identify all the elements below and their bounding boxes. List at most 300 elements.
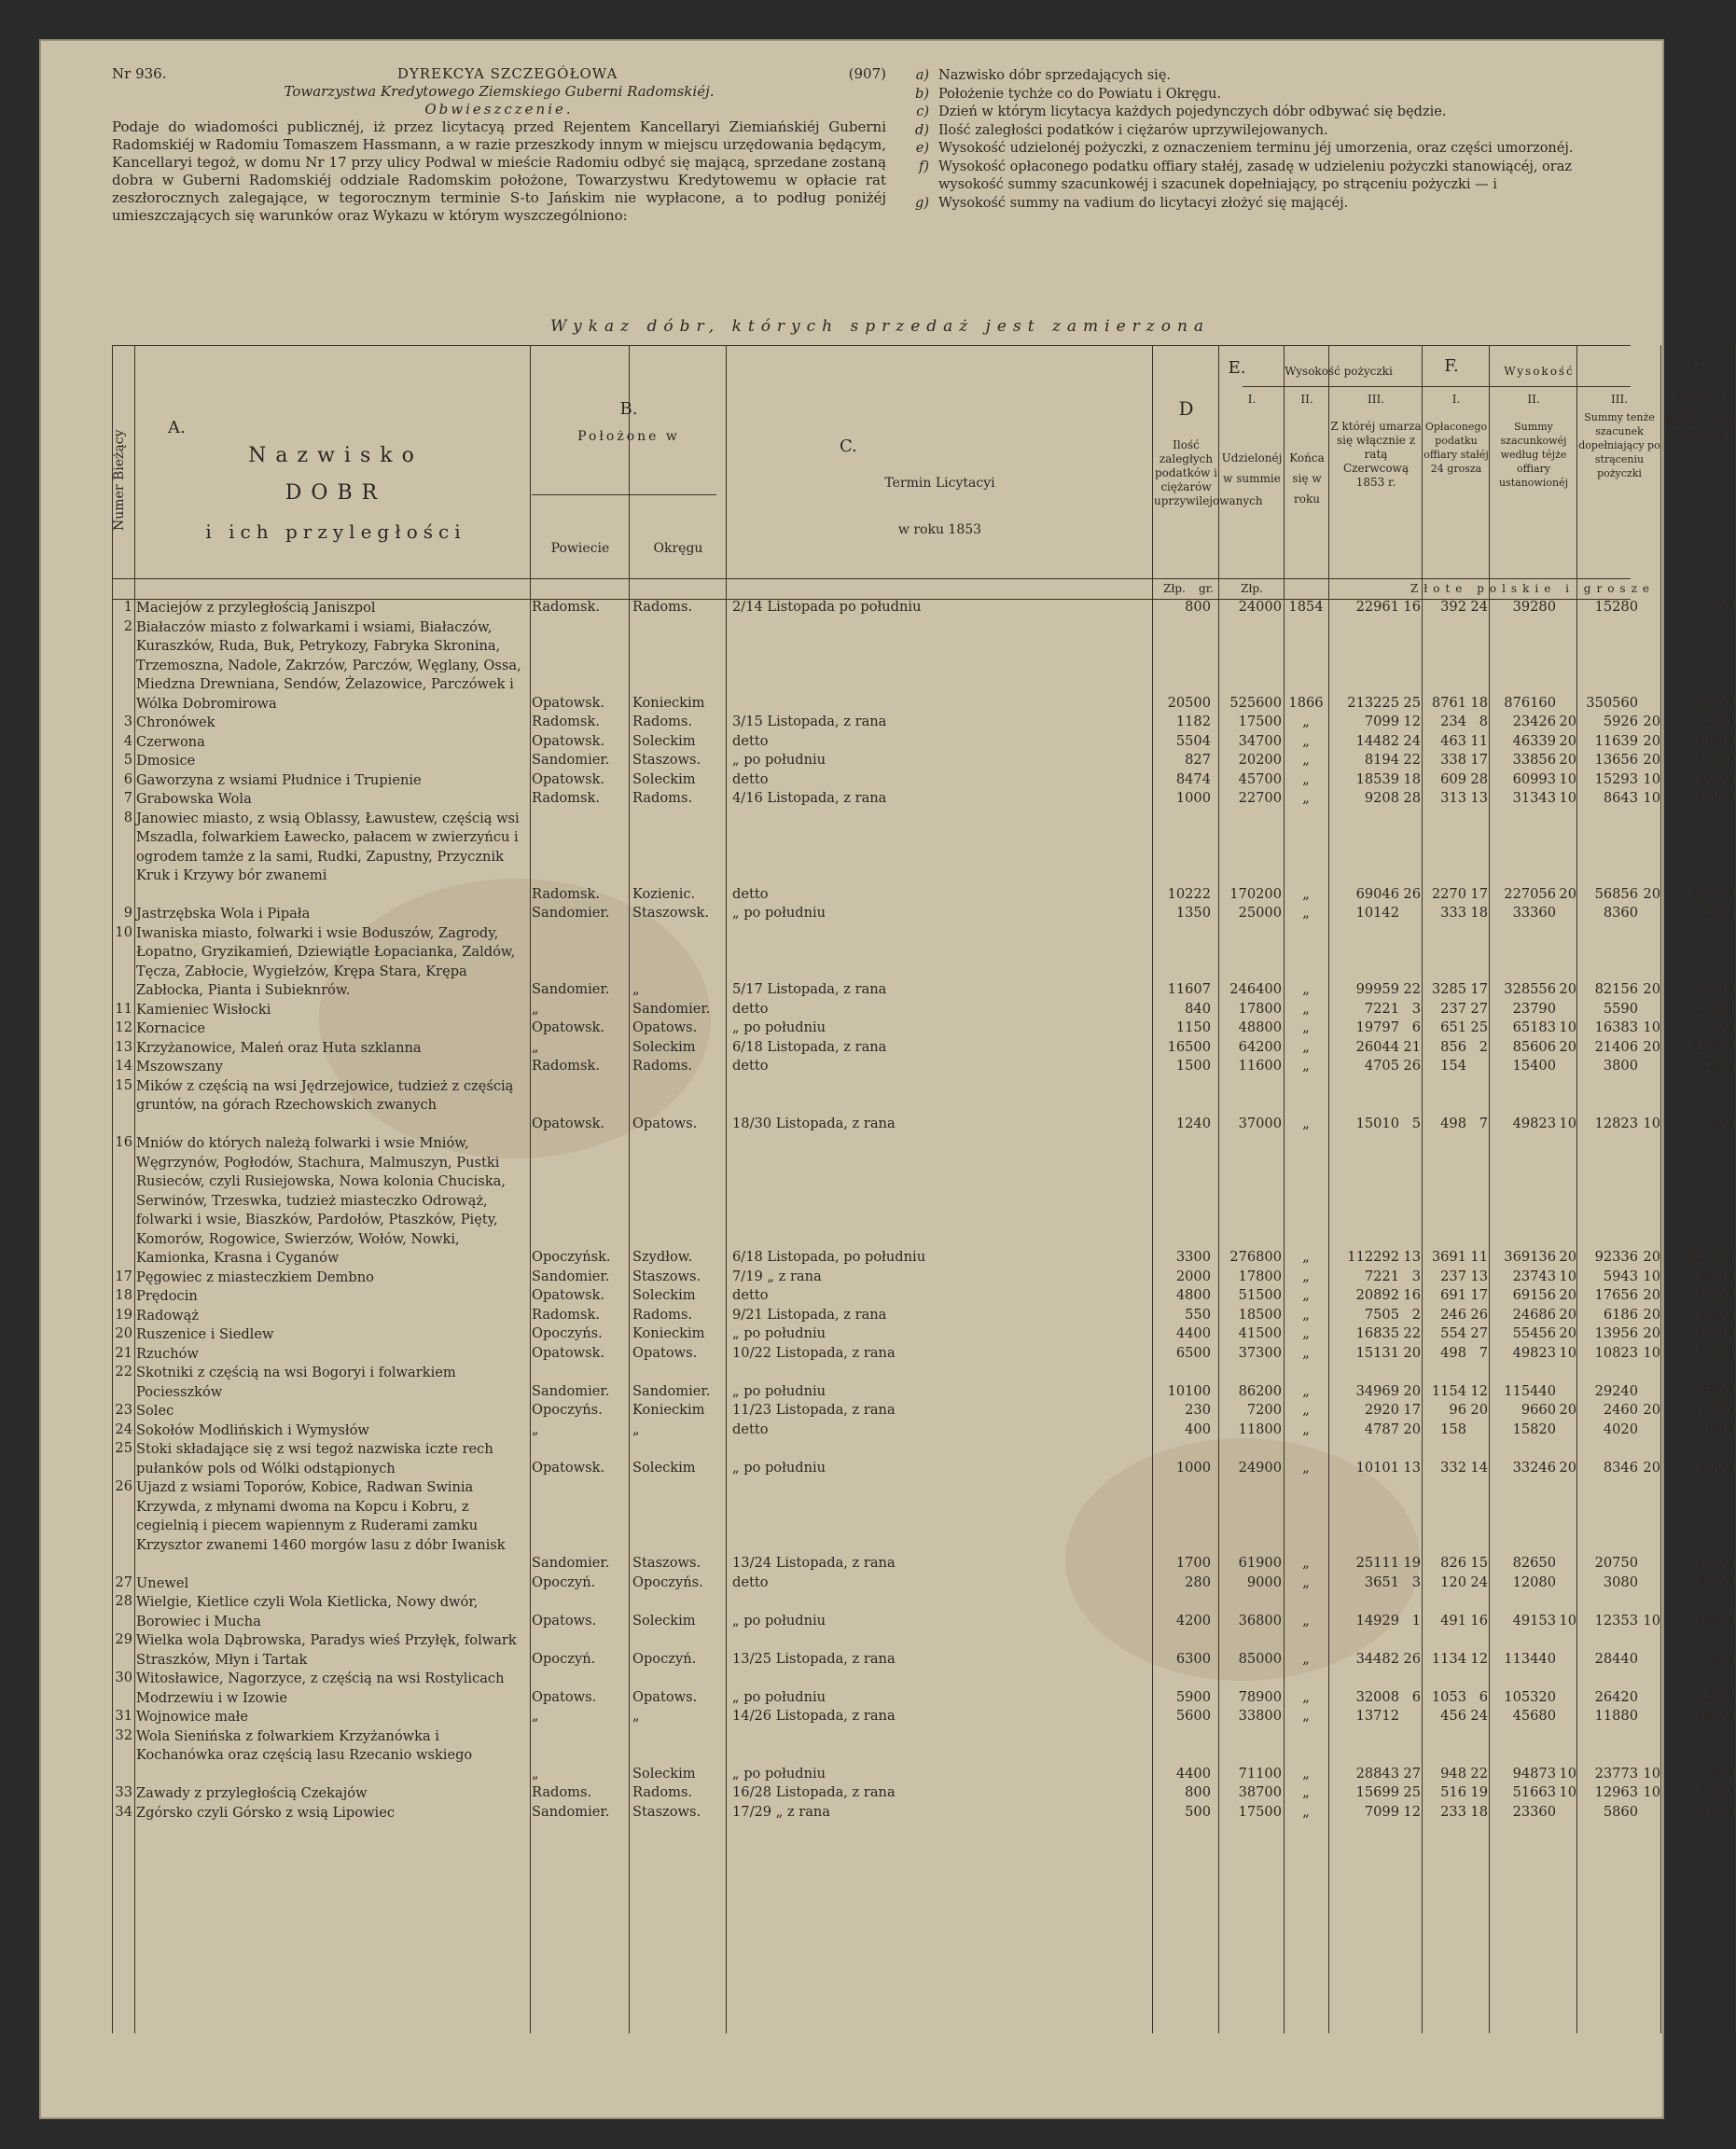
cell-p: Radomsk. bbox=[532, 1058, 600, 1074]
cell-f1g: 7 bbox=[1479, 1344, 1488, 1361]
cell-e1: 24900 bbox=[1238, 1459, 1282, 1476]
cell-e3: 15010 bbox=[1355, 1115, 1399, 1131]
cell-e3g: 19 bbox=[1403, 1555, 1421, 1571]
cell-e3: 7099 bbox=[1364, 714, 1399, 729]
cell-e3: 22961 bbox=[1355, 599, 1399, 615]
table-row bbox=[112, 770, 1733, 791]
cell-g: 23500 bbox=[1689, 1038, 1733, 1055]
cell-d: 280 bbox=[1185, 1574, 1211, 1590]
cell-f3g: 10 bbox=[1643, 1019, 1660, 1035]
cell-e3: 3651 bbox=[1364, 1574, 1399, 1590]
cell-t: 9/21 Listopada, z rana bbox=[732, 1306, 887, 1323]
cell-e3: 19797 bbox=[1355, 1019, 1399, 1035]
cell-f3: 12963 bbox=[1594, 1784, 1638, 1800]
cell-a: Ruszenice i Siedlew bbox=[136, 1326, 274, 1342]
cell-f1: 651 bbox=[1440, 1019, 1466, 1035]
cell-t: „ po południu bbox=[732, 1765, 826, 1782]
cell-p: Sandomier. bbox=[532, 981, 610, 997]
cell-a: Unewel bbox=[136, 1574, 189, 1591]
cell-o: Sandomier. bbox=[632, 1382, 711, 1399]
cell-e1: 51500 bbox=[1238, 1287, 1282, 1303]
cell-p: „ bbox=[532, 1765, 539, 1782]
cell-f3: 3080 bbox=[1603, 1574, 1638, 1590]
cell-f2: 51663 bbox=[1512, 1784, 1556, 1800]
cell-f3: 10823 bbox=[1594, 1344, 1638, 1361]
cell-f3g: 10 bbox=[1643, 1344, 1660, 1361]
legend-item: c) Dzień w którym licytacya każdych pojedynczych dóbr odbywać się będzie. bbox=[916, 104, 1447, 119]
cell-e3: 26044 bbox=[1355, 1038, 1399, 1055]
cell-e1: 9000 bbox=[1246, 1574, 1282, 1590]
cell-f1g: 14 bbox=[1470, 1459, 1488, 1476]
cell-f2: 33246 bbox=[1512, 1459, 1556, 1476]
cell-f1: 826 bbox=[1440, 1555, 1466, 1571]
cell-f3: 28440 bbox=[1594, 1650, 1638, 1667]
cell-f1: 1134 bbox=[1431, 1650, 1466, 1667]
cell-f2g: 20 bbox=[1559, 1402, 1576, 1418]
cell-e3: 28843 bbox=[1355, 1765, 1399, 1782]
cell-p: „ bbox=[532, 1038, 539, 1055]
cell-e2: 1866 bbox=[1288, 694, 1324, 711]
cell-d: 1700 bbox=[1175, 1555, 1211, 1571]
cell-e3g: 12 bbox=[1403, 1803, 1421, 1820]
cell-g: 28500 bbox=[1689, 981, 1733, 997]
cell-t: 13/25 Listopada, z rana bbox=[732, 1650, 896, 1667]
cell-a: Jastrzębska Wola i Pipała bbox=[136, 906, 311, 922]
col-e-letter: E. bbox=[1228, 358, 1246, 378]
cell-f2: 45680 bbox=[1512, 1708, 1556, 1724]
cell-t: detto bbox=[732, 885, 769, 902]
cell-g: 1400 bbox=[1698, 1574, 1733, 1590]
cell-f2: 12080 bbox=[1512, 1574, 1556, 1590]
cell-d: 1500 bbox=[1175, 1058, 1211, 1074]
cell-n: 7 bbox=[123, 790, 132, 806]
cell-a: Wielgie, Kietlice czyli Wola Kietlicka, Nowy dwór, Borowiec i Mucha bbox=[136, 1594, 479, 1629]
cell-p: Opatows. bbox=[532, 1612, 597, 1629]
cell-d: 6300 bbox=[1175, 1650, 1211, 1667]
cell-e2: „ bbox=[1302, 1115, 1310, 1131]
cell-f3: 23773 bbox=[1594, 1765, 1638, 1782]
cell-f2g: 10 bbox=[1559, 790, 1576, 806]
cell-e1: 64200 bbox=[1238, 1038, 1282, 1055]
directorate-title: DYREKCYA SZCZEGÓŁOWA bbox=[396, 65, 618, 82]
cell-f2: 85606 bbox=[1512, 1038, 1556, 1055]
cell-e1: 38700 bbox=[1238, 1784, 1282, 1800]
cell-e2: „ bbox=[1302, 1803, 1310, 1820]
cell-f2g: 10 bbox=[1559, 1268, 1576, 1284]
cell-e2: „ bbox=[1302, 1574, 1310, 1590]
cell-t: 16/28 Listopada, z rana bbox=[732, 1784, 896, 1800]
cell-f2g: 20 bbox=[1559, 1325, 1576, 1341]
cell-f1: 333 bbox=[1440, 905, 1466, 921]
notice-title: Obwieszczenie. bbox=[424, 101, 574, 118]
col-d-letter: D bbox=[1178, 397, 1194, 420]
cell-e3g: 6 bbox=[1411, 1688, 1421, 1705]
cell-e2: „ bbox=[1302, 1402, 1310, 1418]
cell-g: 56000 bbox=[1689, 694, 1733, 711]
cell-p: Opoczyń. bbox=[532, 1574, 596, 1590]
numer-header: Numer Bieżący bbox=[112, 429, 127, 532]
cell-e3g: 2 bbox=[1411, 1306, 1421, 1323]
cell-f2g: 10 bbox=[1559, 770, 1576, 787]
cell-p: Sandomier. bbox=[532, 1382, 610, 1399]
cell-d: 4400 bbox=[1175, 1325, 1211, 1341]
cell-f3: 6186 bbox=[1603, 1306, 1638, 1323]
cell-g: 6000 bbox=[1698, 752, 1733, 768]
cell-n: 11 bbox=[115, 1000, 132, 1017]
cell-f3g: 20 bbox=[1643, 1038, 1660, 1055]
cell-f3: 13656 bbox=[1594, 752, 1638, 768]
cell-e2: „ bbox=[1302, 1421, 1310, 1437]
col-e3-text: Z któréj umarza się włącznie z ratą Czerwcową 1853 r. bbox=[1330, 420, 1422, 489]
cell-a: Grabowska Wola bbox=[136, 791, 252, 807]
cell-e1: 170200 bbox=[1229, 885, 1282, 902]
cell-f2: 24686 bbox=[1512, 1306, 1556, 1323]
estates-table bbox=[112, 345, 1733, 2033]
cell-f1g: 16 bbox=[1470, 1612, 1488, 1629]
cell-f1g: 26 bbox=[1470, 1306, 1488, 1323]
cell-f1g: 8 bbox=[1479, 714, 1488, 729]
col-d-text: Ilość zaległych podatków i ciężarów uprzywilejowanych bbox=[1154, 438, 1263, 507]
cell-e1: 246400 bbox=[1229, 981, 1282, 997]
cell-e1: 36800 bbox=[1238, 1612, 1282, 1629]
cell-f1g: 12 bbox=[1470, 1382, 1488, 1399]
cell-e3g: 28 bbox=[1403, 790, 1421, 806]
cell-f3: 15280 bbox=[1594, 599, 1638, 615]
col-b-powiat: Powiecie bbox=[550, 541, 610, 556]
cell-d: 500 bbox=[1185, 1803, 1211, 1820]
cell-e1: 25000 bbox=[1238, 905, 1282, 921]
cell-f3: 15293 bbox=[1594, 770, 1638, 787]
cell-f3g: 20 bbox=[1643, 1249, 1660, 1265]
b-subheader-line bbox=[532, 494, 716, 495]
cell-f1: 1053 bbox=[1431, 1688, 1466, 1705]
cell-d: 16500 bbox=[1167, 1038, 1211, 1055]
cell-a: Zawady z przyległością Czekajów bbox=[136, 1785, 368, 1801]
cell-n: 22 bbox=[115, 1364, 132, 1380]
col-f-title: Wysokość bbox=[1504, 365, 1575, 378]
cell-t: detto bbox=[732, 1574, 769, 1590]
cell-p: Sandomier. bbox=[532, 1803, 610, 1820]
cell-f3: 11639 bbox=[1594, 732, 1638, 749]
cell-o: Radoms. bbox=[632, 1306, 693, 1323]
cell-n: 21 bbox=[115, 1344, 132, 1361]
cell-f2g: 10 bbox=[1559, 1019, 1576, 1035]
cell-o: Radoms. bbox=[632, 714, 693, 729]
cell-e2: „ bbox=[1302, 1784, 1310, 1800]
cell-g: 10800 bbox=[1689, 1344, 1733, 1361]
cell-e2: „ bbox=[1302, 1249, 1310, 1265]
cell-e1: 48800 bbox=[1238, 1019, 1282, 1035]
table-row bbox=[112, 1631, 1733, 1670]
cell-p: Opatowsk. bbox=[532, 1287, 605, 1303]
cell-n: 29 bbox=[115, 1631, 132, 1647]
cell-d: 230 bbox=[1185, 1402, 1211, 1418]
cell-a: Sokołów Modlińskich i Wymysłów bbox=[136, 1421, 369, 1438]
cell-o: Konieckim bbox=[632, 1325, 705, 1341]
cell-p: Opoczyńsk. bbox=[532, 1249, 611, 1265]
table-row bbox=[112, 1593, 1733, 1631]
cell-e2: „ bbox=[1302, 1287, 1310, 1303]
cell-a: Kamieniec Wisłocki bbox=[136, 1001, 271, 1018]
cell-e2: „ bbox=[1302, 1325, 1310, 1341]
cell-g: 6000 bbox=[1698, 790, 1733, 806]
cell-f1: 233 bbox=[1440, 1803, 1466, 1820]
cell-p: Opatowsk. bbox=[532, 770, 605, 787]
cell-f2: 31343 bbox=[1512, 790, 1556, 806]
cell-o: Opoczyń. bbox=[632, 1650, 697, 1667]
cell-f2: 369136 bbox=[1504, 1249, 1556, 1265]
cell-a: Rzuchów bbox=[136, 1345, 199, 1362]
cell-e3: 7221 bbox=[1364, 1000, 1399, 1017]
cell-t: 3/15 Listopada, z rana bbox=[732, 714, 887, 729]
cell-f1: 237 bbox=[1440, 1000, 1466, 1017]
cell-f1: 237 bbox=[1440, 1268, 1466, 1284]
col-e2: II. bbox=[1300, 393, 1313, 406]
cell-g: 16300 bbox=[1689, 1382, 1733, 1399]
cell-a: Pęgowiec z miasteczkiem Dembno bbox=[136, 1269, 374, 1285]
table-row bbox=[112, 1268, 1733, 1288]
cell-n: 33 bbox=[115, 1784, 132, 1800]
legend-item: d) Ilość zaległości podatków i ciężarów uprzywilejowanych. bbox=[915, 122, 1328, 138]
cell-e1: 85000 bbox=[1238, 1650, 1282, 1667]
cell-f3g: 10 bbox=[1643, 790, 1660, 806]
cell-o: Staszows. bbox=[632, 1268, 701, 1284]
cell-e2: „ bbox=[1302, 905, 1310, 921]
cell-e3: 2920 bbox=[1364, 1402, 1399, 1418]
cell-f3g: 10 bbox=[1643, 1765, 1660, 1782]
cell-f3: 8360 bbox=[1603, 905, 1638, 921]
cell-f1: 392 bbox=[1440, 599, 1466, 615]
cell-f3: 5943 bbox=[1603, 1268, 1638, 1284]
cell-o: „ bbox=[632, 1708, 640, 1724]
cell-e1: 24000 bbox=[1238, 599, 1282, 615]
cell-e2: „ bbox=[1302, 1765, 1310, 1782]
cell-f1: 96 bbox=[1449, 1402, 1466, 1418]
cell-f2: 23426 bbox=[1512, 714, 1556, 729]
cell-f1: 554 bbox=[1440, 1325, 1466, 1341]
cell-e2: „ bbox=[1302, 1612, 1310, 1629]
cell-p: Opatowsk. bbox=[532, 1019, 605, 1035]
cell-e3: 16835 bbox=[1355, 1325, 1399, 1341]
cell-p: Radomsk. bbox=[532, 885, 600, 902]
cell-f1g: 11 bbox=[1470, 1249, 1488, 1265]
cell-t: detto bbox=[732, 770, 769, 787]
table-row bbox=[112, 790, 1733, 810]
legend-item: g) Wysokość summy na vadium do licytacyi złożyć się mającéj. bbox=[915, 195, 1349, 211]
cell-o: Soleckim bbox=[632, 1765, 696, 1782]
cell-t: 6/18 Listopada, po południu bbox=[732, 1249, 926, 1265]
cell-o: Opatows. bbox=[632, 1688, 698, 1705]
table-row bbox=[112, 599, 1733, 618]
cell-e2: „ bbox=[1302, 885, 1310, 902]
cell-e3: 25111 bbox=[1355, 1555, 1399, 1571]
legend-list bbox=[905, 67, 1614, 213]
cell-f2g: 10 bbox=[1559, 1612, 1576, 1629]
cell-f2: 23360 bbox=[1512, 1803, 1556, 1820]
cell-f2: 15400 bbox=[1512, 1058, 1556, 1074]
cell-f1g: 20 bbox=[1470, 1402, 1488, 1418]
cell-e3g: 3 bbox=[1411, 1574, 1421, 1590]
cell-f2: 113440 bbox=[1504, 1650, 1556, 1667]
cell-f2g: 10 bbox=[1559, 1784, 1576, 1800]
cell-f3g: 20 bbox=[1643, 752, 1660, 768]
table-row bbox=[112, 1784, 1733, 1804]
cell-f2g: 20 bbox=[1559, 885, 1576, 902]
cell-f2: 876160 bbox=[1504, 694, 1556, 711]
cell-e3: 8194 bbox=[1364, 752, 1399, 768]
cell-a: Wola Sienińska z folwarkiem Krzyżanówka i Kochanówka oraz częścią lasu Rzecanio wskiego bbox=[136, 1727, 473, 1763]
cell-f1: 2270 bbox=[1431, 885, 1466, 902]
cell-p: „ bbox=[532, 1708, 539, 1724]
col-e2-text: Końca się w roku bbox=[1289, 451, 1325, 506]
cell-t: „ po południu bbox=[732, 905, 826, 921]
cell-f1g: 19 bbox=[1470, 1784, 1488, 1800]
cell-e2: „ bbox=[1302, 1344, 1310, 1361]
cell-n: 31 bbox=[115, 1708, 132, 1724]
cell-p: Radomsk. bbox=[532, 599, 600, 615]
cell-g: 1950 bbox=[1698, 1402, 1733, 1418]
cell-e3: 7505 bbox=[1364, 1306, 1399, 1323]
cell-g: 6400 bbox=[1698, 1555, 1733, 1571]
cell-o: Radoms. bbox=[632, 1058, 693, 1074]
cell-f1: 498 bbox=[1440, 1115, 1466, 1131]
table-row bbox=[112, 752, 1733, 771]
cell-e1: 45700 bbox=[1238, 770, 1282, 787]
cell-o: Opatows. bbox=[632, 1115, 698, 1131]
table-row bbox=[112, 1421, 1733, 1441]
cell-f1g: 6 bbox=[1479, 1688, 1488, 1705]
cell-g: 10000 bbox=[1689, 732, 1733, 749]
cell-g: 42000 bbox=[1689, 1249, 1733, 1265]
notice-code: (907) bbox=[848, 65, 886, 82]
cell-o: Szydłow. bbox=[632, 1249, 693, 1265]
cell-a: Prędocin bbox=[136, 1288, 198, 1304]
cell-o: Opatows. bbox=[632, 1344, 698, 1361]
cell-e3g: 1 bbox=[1411, 1612, 1421, 1629]
cell-o: Staszows. bbox=[632, 752, 701, 768]
cell-f3: 26420 bbox=[1594, 1688, 1638, 1705]
cell-f1: 8761 bbox=[1431, 694, 1466, 711]
cell-t: „ po południu bbox=[732, 1459, 826, 1476]
cell-f2g: 20 bbox=[1559, 1038, 1576, 1055]
cell-f3g: 20 bbox=[1643, 1459, 1660, 1476]
cell-g: 9600 bbox=[1698, 1708, 1733, 1724]
cell-n: 16 bbox=[115, 1134, 132, 1150]
cell-a: Radowąż bbox=[136, 1307, 200, 1324]
cell-n: 27 bbox=[115, 1574, 132, 1590]
cell-f1g: 2 bbox=[1479, 1038, 1488, 1055]
cell-t: „ po południu bbox=[732, 1688, 826, 1705]
table-row bbox=[112, 1574, 1733, 1594]
cell-t: detto bbox=[732, 1287, 769, 1303]
cell-e2: „ bbox=[1302, 770, 1310, 787]
cell-n: 15 bbox=[115, 1076, 132, 1093]
cell-n: 25 bbox=[115, 1440, 132, 1456]
cell-t: 6/18 Listopada, z rana bbox=[732, 1038, 887, 1055]
cell-d: 4800 bbox=[1175, 1287, 1211, 1303]
cell-f1: 3691 bbox=[1431, 1249, 1466, 1265]
cell-t: 10/22 Listopada, z rana bbox=[732, 1344, 896, 1361]
cell-d: 5900 bbox=[1175, 1688, 1211, 1705]
cell-t: „ po południu bbox=[732, 1612, 826, 1629]
table-row bbox=[112, 1306, 1733, 1326]
cell-a: Krzyżanowice, Maleń oraz Huta szklanna bbox=[136, 1039, 422, 1056]
cell-f2: 46339 bbox=[1512, 732, 1556, 749]
cell-t: 4/16 Listopada, z rana bbox=[732, 790, 887, 806]
cell-e3g: 5 bbox=[1411, 1115, 1421, 1131]
cell-f2g: 20 bbox=[1559, 732, 1576, 749]
col-f3: III. bbox=[1610, 393, 1629, 406]
cell-f1g: 7 bbox=[1479, 1115, 1488, 1131]
table-row bbox=[112, 1726, 1733, 1785]
table-row bbox=[112, 1478, 1733, 1574]
cell-f2: 33360 bbox=[1512, 905, 1556, 921]
cell-f1: 491 bbox=[1440, 1612, 1466, 1629]
cell-e3g: 16 bbox=[1403, 1287, 1421, 1303]
cell-n: 10 bbox=[115, 923, 132, 940]
col-d-zl: Złp. bbox=[1163, 582, 1186, 595]
cell-f2: 55456 bbox=[1512, 1325, 1556, 1341]
cell-e3g: 3 bbox=[1411, 1000, 1421, 1017]
cell-a: Mszowszany bbox=[136, 1059, 223, 1074]
col-d-gr: gr. bbox=[1199, 582, 1214, 595]
cell-f3: 8643 bbox=[1603, 790, 1638, 806]
cell-g: 12400 bbox=[1689, 1765, 1733, 1782]
cell-n: 4 bbox=[123, 732, 132, 749]
cell-f2g: 20 bbox=[1559, 981, 1576, 997]
cell-e3: 13712 bbox=[1355, 1708, 1399, 1724]
cell-f2g: 10 bbox=[1559, 1115, 1576, 1131]
cell-f2: 23743 bbox=[1512, 1268, 1556, 1284]
cell-e3g: 26 bbox=[1403, 1650, 1421, 1667]
cell-p: „ bbox=[532, 1000, 539, 1017]
cell-e2: „ bbox=[1302, 732, 1310, 749]
cell-d: 840 bbox=[1185, 1000, 1211, 1017]
cell-f1: 338 bbox=[1440, 752, 1466, 768]
cell-e3g: 20 bbox=[1403, 1421, 1421, 1437]
cell-e1: 17800 bbox=[1238, 1268, 1282, 1284]
cell-f3g: 20 bbox=[1643, 1306, 1660, 1323]
cell-f1g: 17 bbox=[1470, 981, 1488, 997]
cell-e1: 18500 bbox=[1238, 1306, 1282, 1323]
col-f2: II. bbox=[1527, 393, 1540, 406]
cell-f1: 856 bbox=[1440, 1038, 1466, 1055]
cell-g: 5200 bbox=[1698, 1784, 1733, 1800]
cell-f1g: 17 bbox=[1470, 885, 1488, 902]
cell-g: 13200 bbox=[1689, 1650, 1733, 1667]
table-border-top bbox=[112, 345, 1631, 346]
cell-f1g: 24 bbox=[1470, 1708, 1488, 1724]
cell-f1: 609 bbox=[1440, 770, 1466, 787]
cell-g: 14000 bbox=[1689, 770, 1733, 787]
col-line bbox=[1660, 345, 1661, 2033]
cell-t: detto bbox=[732, 1000, 769, 1017]
cell-f2g: 10 bbox=[1559, 1765, 1576, 1782]
cell-p: Radomsk. bbox=[532, 790, 600, 806]
cell-a: Ujazd z wsiami Toporów, Kobice, Radwan Swinia Krzywda, z młynami dwoma na Kopcu i Kobru, z cegielnią i piecem wapiennym z Ruderami zamku Krzysztor zwanemi 1460 morgów lasu z dóbr Iwanisk bbox=[136, 1479, 506, 1553]
cell-e1: 61900 bbox=[1238, 1555, 1282, 1571]
cell-a: Mików z częścią na wsi Jędrzejowice, tudzież z częścią gruntów, na górach Rzechowskich zwanych bbox=[136, 1077, 514, 1113]
cell-f3g: 20 bbox=[1643, 1402, 1660, 1418]
legend-item: f) Wysokość opłaconego podatku offiary stałéj, zasadę w udzieleniu pożyczki stanowiącéj, oraz wysokość summy szacunkowéj i szacunek dopełniający, po strąceniu pożyczki — i bbox=[918, 159, 1572, 192]
cell-e1: 86200 bbox=[1238, 1382, 1282, 1399]
cell-g: 4500 bbox=[1698, 905, 1733, 921]
cell-o: Radoms. bbox=[632, 599, 693, 615]
cell-o: Staszows. bbox=[632, 1803, 701, 1820]
cell-p: Opoczyńs. bbox=[532, 1402, 603, 1418]
cell-f2: 60993 bbox=[1512, 770, 1556, 787]
cell-g: 3500 bbox=[1698, 714, 1733, 729]
